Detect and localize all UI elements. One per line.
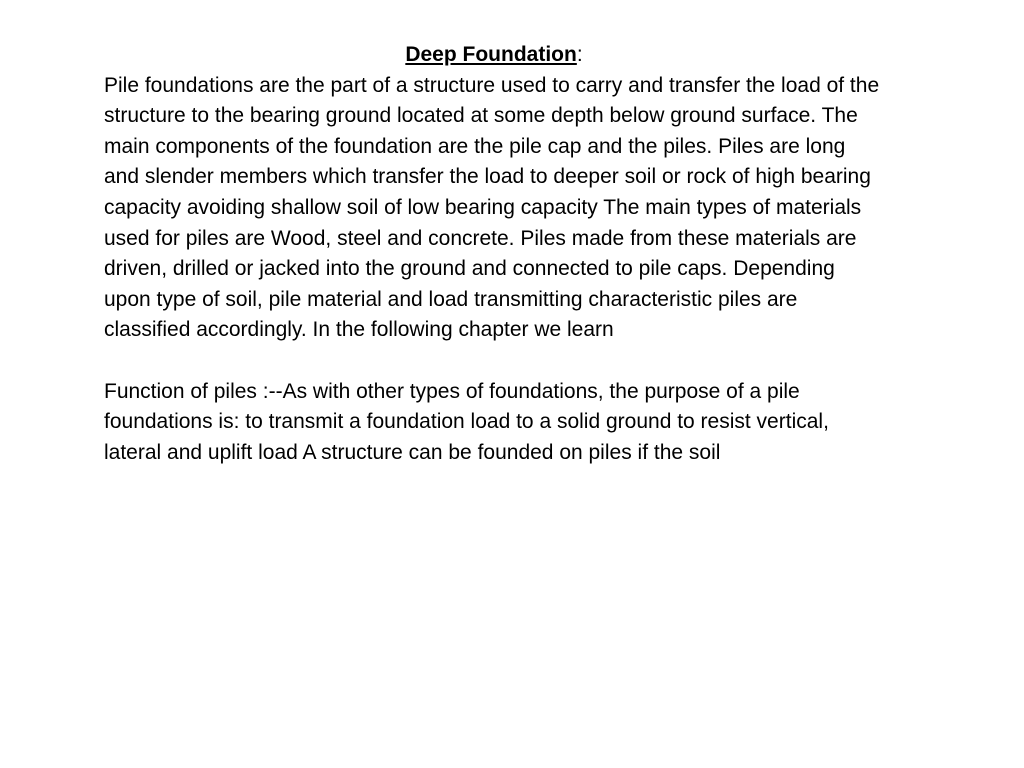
paragraph-spacer [104,346,884,377]
document-title: Deep Foundation [405,43,577,66]
title-colon: : [576,43,583,66]
text-frame [104,40,884,468]
paragraph-pile-foundations: Pile foundations are the part of a structure used to carry and transfer the load of the structure to the bearing ground located at some depth below ground surface. The main components of the foundation are the pile cap and the piles. Piles are long and slender members which transfer the load to deeper soil or rock of high bearing capacity avoiding shallow soil of low bearing capacity The main types of materials used for piles are Wood, steel and concrete. Piles made from these materials are driven, drilled or jacked into the ground and connected to pile caps. Depending upon type of soil, pile material and load transmitting characteristic piles are classified accordingly. In the following chapter we learn [104,73,880,342]
paragraph-function-of-piles: Function of piles :--As with other types of foundations, the purpose of a pile foundations is: to transmit a foundation load to a solid ground to resist vertical, lateral and uplift load A structure can be founded on piles if the soil [104,379,829,464]
title-line [104,40,884,71]
